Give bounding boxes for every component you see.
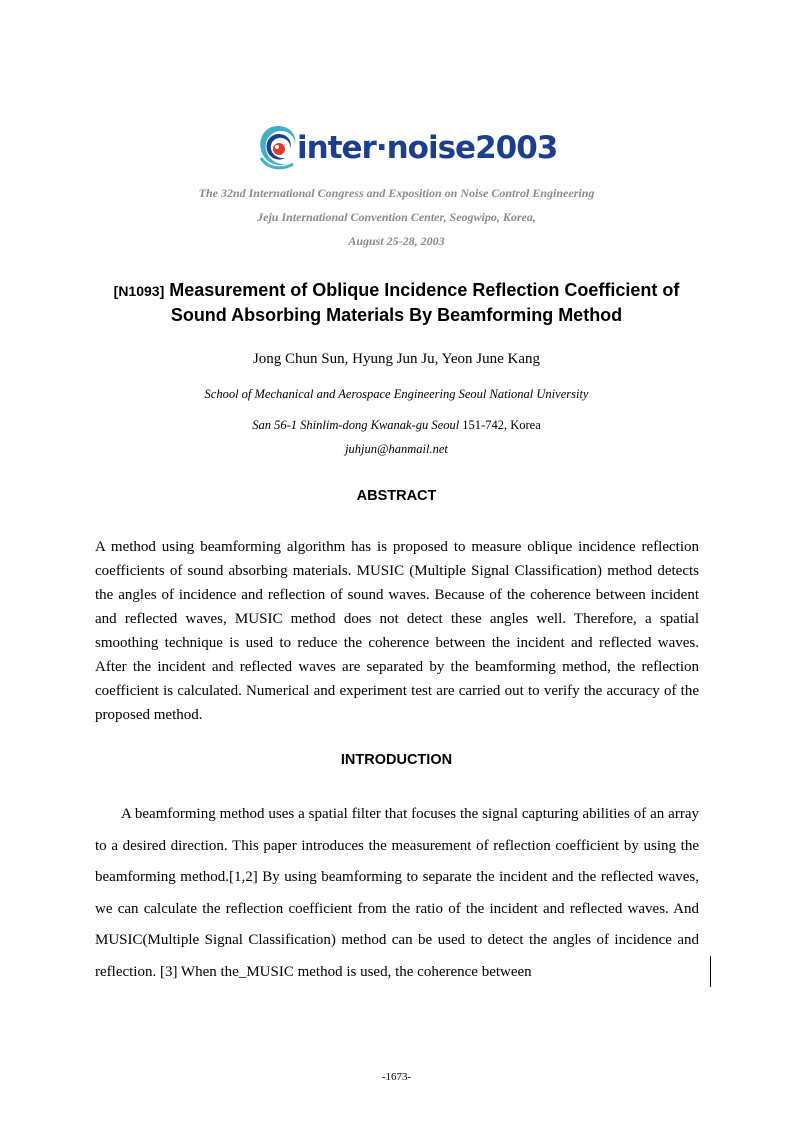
conference-venue: Jeju International Convention Center, Seogwipo, Korea, (257, 210, 536, 224)
swirl-logo-icon (255, 122, 301, 172)
abstract-heading: ABSTRACT (356, 488, 437, 504)
paper-authors: Jong Chun Sun, Hyung Jun Ju, Yeon June Kang (252, 351, 541, 367)
conference-dates: August 25-28, 2003 (348, 234, 445, 248)
paper-title-line1: Measurement of Oblique Incidence Reflection Coefficient of (169, 280, 680, 300)
author-address (0, 418, 793, 433)
introduction-heading: INTRODUCTION (340, 752, 453, 768)
conference-logo (255, 120, 558, 180)
address-street: San 56-1 Shinlim-dong Kwanak-gu Seoul (252, 418, 460, 432)
author-email[interactable]: juhjun@hanmail.net (345, 442, 448, 456)
paper-code: [N1093] (113, 283, 165, 299)
conference-name: The 32nd International Congress and Exposition on Noise Control Engineering (198, 186, 595, 200)
introduction-body: A beamforming method uses a spatial filter that focuses the signal capturing abilities of an array to a desired direction. This paper introduces the measurement of reflection coefficient by using the beamforming method.[1,2] By using beamforming to separate the incident and the reflected waves, we can calculate the reflection coefficient from the ratio of the incident and reflected waves. And MUSIC(Multiple Signal Classification) method can be used to detect the angles of incidence and reflection. [3] When the_MUSIC method is used, the coherence between (95, 806, 699, 980)
paper-title (80, 278, 713, 327)
abstract-body: A method using beamforming algorithm has is proposed to measure oblique incidence reflection coefficients of sound absorbing materials. MUSIC (Multiple Signal Classification) method detects the angles of incidence and reflection of sound waves. Because of the coherence between incident and reflected waves, MUSIC method does not detect these angles well. Therefore, a spatial smoothing technique is used to reduce the coherence between the incident and reflected waves. After the incident and reflected waves are separated by the beamforming method, the reflection coefficient is calculated. Numerical and experiment test are carried out to verify the accuracy of the proposed method. (95, 539, 699, 723)
address-postcode: 151-742, Korea (462, 418, 541, 432)
logo-wordmark: inter·noise2003 (297, 130, 558, 166)
page-number: -1673- (381, 1071, 412, 1083)
paper-title-line2: Sound Absorbing Materials By Beamforming Method (170, 305, 623, 325)
author-affiliation: School of Mechanical and Aerospace Engineering Seoul National University (204, 387, 589, 401)
revision-bar (710, 956, 711, 987)
